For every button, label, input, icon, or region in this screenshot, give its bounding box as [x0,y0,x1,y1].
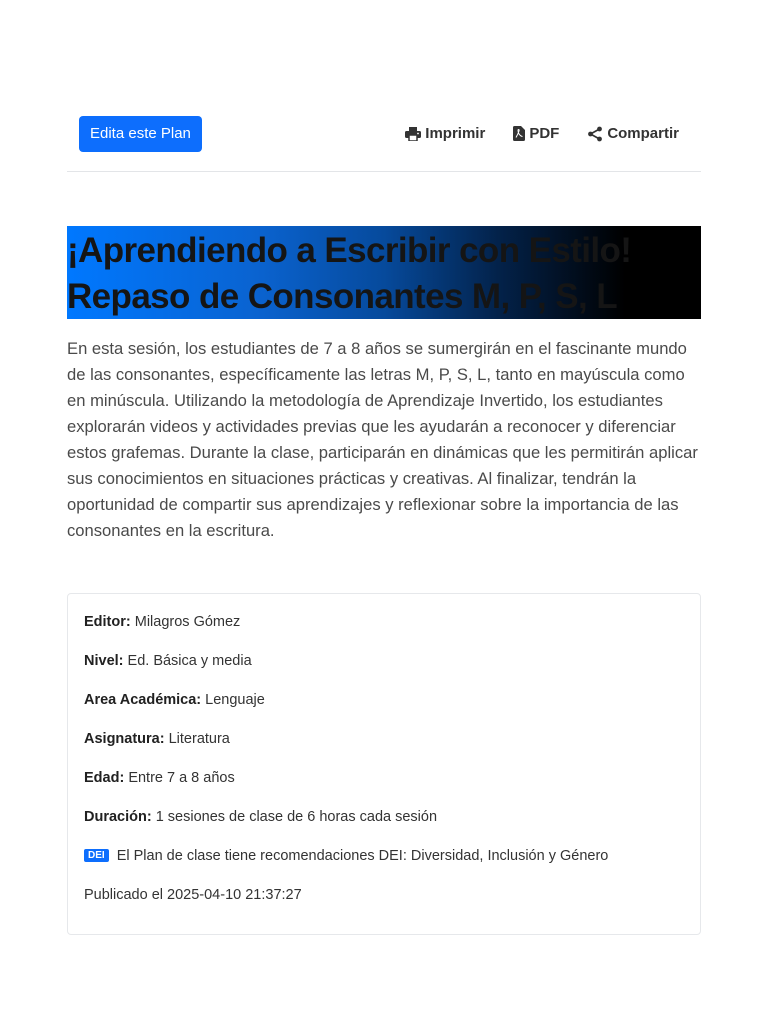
share-label: Compartir [607,125,679,142]
pdf-label: PDF [529,125,560,142]
detail-nivel-value: Ed. Básica y media [127,653,252,669]
detail-duracion-label: Duración: [84,809,152,825]
detail-asignatura-label: Asignatura: [84,731,165,747]
detail-editor [84,612,684,651]
detail-area-value: Lenguaje [205,692,265,708]
share-icon [587,126,603,142]
detail-nivel-label: Nivel: [84,653,124,669]
plan-title-line-2: Repaso de Consonantes M, P, S, L [67,277,617,316]
share-button[interactable] [587,125,679,142]
detail-duracion-value: 1 sesiones de clase de 6 horas cada sesión [155,809,438,825]
detail-area-label: Area Académica: [84,692,202,708]
published-date: Publicado el 2025-04-10 21:37:27 [84,887,302,903]
printer-icon [405,127,421,141]
detail-editor-value: Milagros Gómez [134,614,241,630]
pdf-file-icon [513,126,525,141]
detail-editor-label: Editor: [84,614,131,630]
plan-title-line-1: ¡Aprendiendo a Escribir con Estilo! [67,231,632,270]
detail-dei-text: El Plan de clase tiene recomendaciones DEI: Diversidad, Inclusión y Género [116,848,609,864]
plan-details-card [67,593,701,935]
detail-published [84,885,684,924]
plan-toolbar [67,116,701,172]
detail-edad-label: Edad: [84,770,125,786]
detail-area [84,690,684,729]
plan-title-banner [67,226,701,319]
detail-edad-value: Entre 7 a 8 años [128,770,235,786]
dei-badge: DEI [84,849,109,862]
toolbar-actions [405,125,679,142]
detail-duracion [84,807,684,846]
plan-summary: En esta sesión, los estudiantes de 7 a 8 años se sumergirán en el fascinante mundo de las consonantes, específicamente las letras M, P, S, L, tanto en mayúscula como en minúscula. Utilizando la metodología de Aprendizaje Invertido, los estudiantes explorarán videos y actividades previas que les ayudarán a reconocer y diferenciar estos grafemas. Durante la clase, participarán en dinámicas que les permitirán aplicar sus conocimientos en situaciones prácticas y creativas. Al finalizar, tendrán la oportunidad de compartir sus aprendizajes y reflexionar sobre la importancia de las consonantes en la escritura. [67,339,698,540]
detail-nivel [84,651,684,690]
detail-asignatura [84,729,684,768]
detail-asignatura-value: Literatura [168,731,230,747]
print-button[interactable] [405,125,485,142]
pdf-button[interactable] [513,125,559,142]
detail-edad [84,768,684,807]
plan-title [67,226,701,319]
detail-dei [84,846,684,885]
edit-plan-button[interactable]: Edita este Plan [79,116,202,152]
print-label: Imprimir [425,125,486,142]
